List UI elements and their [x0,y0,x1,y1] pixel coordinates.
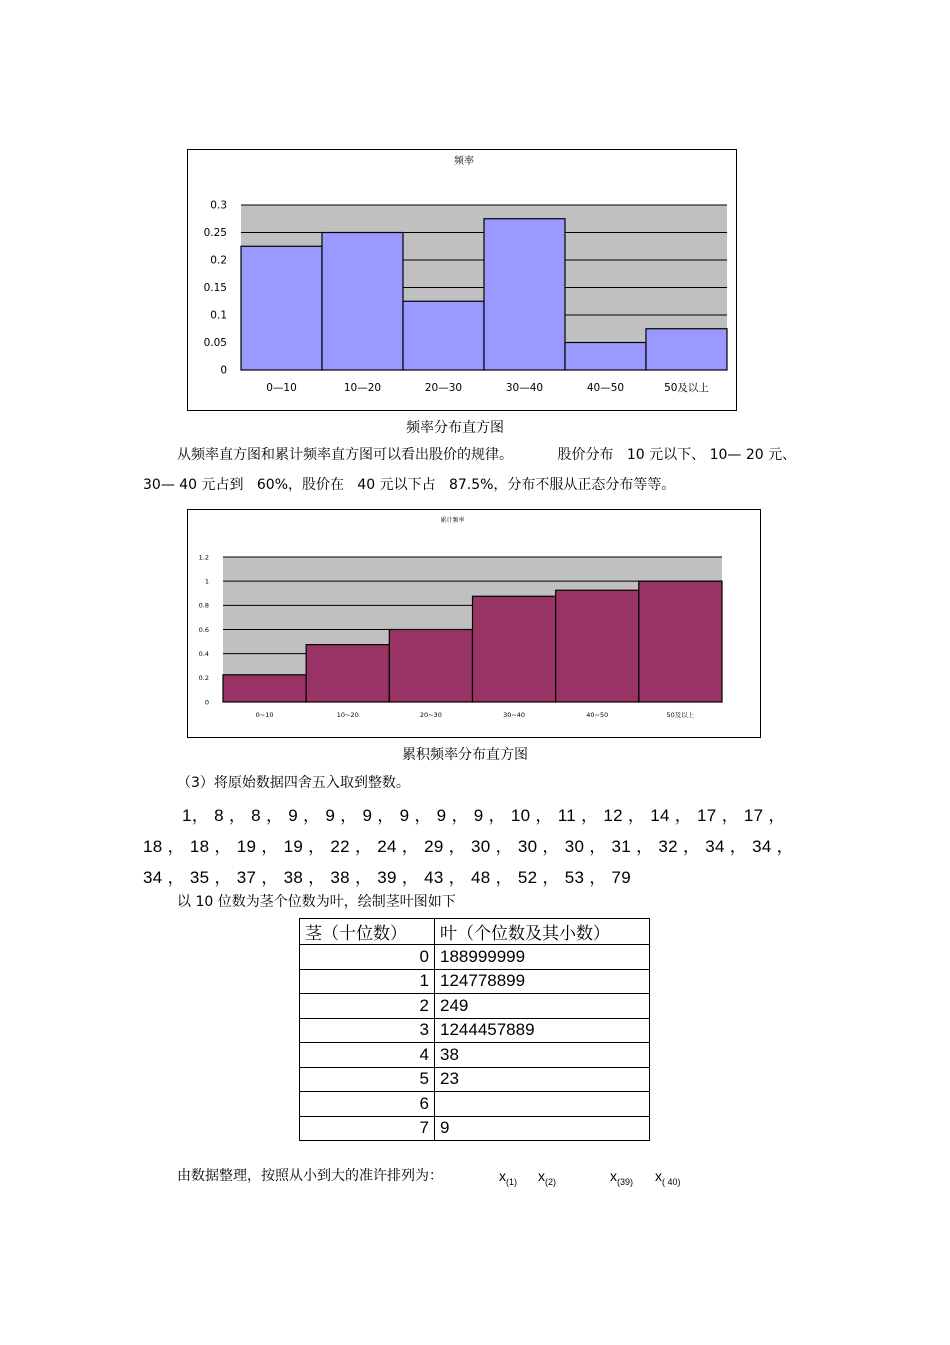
rounded-data-line-2: 18 ， 18 ， 19 ， 19 ， 22 ， 24 ， 29 ， 30 ， 30 ， 30 ， 31 ， 32 ， 34 ， 34 ， [143,837,794,856]
stem-cell: 1 [300,969,435,994]
y-tick-label: 0.8 [198,601,209,610]
stem-cell: 7 [300,1116,435,1141]
x-tick-label: 0—10 [266,382,297,394]
cumulative-frequency-histogram [187,509,761,738]
x-tick-label: 30—40 [505,382,544,394]
leaf-cell: 124778899 [435,969,650,994]
stem-column-header: 茎（十位数） [300,919,435,945]
x-tick-label: 50及以上 [666,711,695,719]
stem-cell: 5 [300,1067,435,1092]
y-tick-label: 0.1 [210,309,227,322]
table-row [300,1018,650,1043]
bar [639,581,722,702]
table-row [300,945,650,970]
cumulative-histogram-caption: 累积频率分布直方图 [402,747,528,763]
x-tick-label: 40—50 [586,382,625,394]
stem-cell: 4 [300,1043,435,1068]
leaf-cell: 9 [435,1116,650,1141]
table-row [300,1067,650,1092]
bar [306,645,389,702]
stem-cell: 3 [300,1018,435,1043]
rounding-instruction: （3）将原始数据四舍五入取到整数。 [177,775,410,791]
leaf-cell: 188999999 [435,945,650,970]
y-tick-label: 0.05 [203,337,227,350]
frequency-histogram [187,149,737,411]
y-tick-label: 0 [220,364,227,377]
frequency-histogram-caption: 频率分布直方图 [406,420,504,436]
ordering-sentence: 由数据整理，按照从小到大的准许排列为： [177,1168,443,1184]
leaf-cell: 249 [435,994,650,1019]
order-stat-x2 [538,1168,556,1187]
x-tick-label: 20~30 [419,711,442,719]
y-tick-label: 0.2 [198,674,209,683]
table-row [300,1043,650,1068]
analysis-paragraph-line-1: 从频率直方图和累计频率直方图可以看出股价的规律。 股价分布 10 元以下、 10— 20 元、 [177,447,797,463]
y-tick-label: 0 [204,698,209,707]
y-tick-label: 1 [204,577,209,586]
leaf-cell [435,1092,650,1117]
table-row [300,1092,650,1117]
table-row [300,969,650,994]
stem-cell: 2 [300,994,435,1019]
table-row [300,994,650,1019]
bar [389,630,472,703]
bar [241,246,322,370]
x-tick-label: 0~10 [255,711,274,719]
leaf-cell: 1244457889 [435,1018,650,1043]
x-tick-label: 40~50 [586,711,609,719]
order-stat-x40 [655,1168,681,1187]
bar [484,219,565,370]
y-tick-label: 1.2 [198,553,209,562]
leaf-cell: 23 [435,1067,650,1092]
x-tick-label: 30~40 [503,711,526,719]
bar [646,329,727,370]
x-tick-label: 10—20 [343,382,382,394]
order-stat-sub: (1) [506,1176,517,1187]
bar [403,301,484,370]
order-stat-base: x [655,1168,662,1184]
y-tick-label: 0.15 [203,282,227,295]
order-stat-sub: (39) [617,1176,634,1187]
bar [556,590,639,702]
cumulative-frequency-histogram-svg [188,510,760,737]
order-stat-x39 [610,1168,633,1187]
y-tick-label: 0.3 [210,199,227,212]
x-tick-label: 20—30 [424,382,463,394]
stem-cell: 6 [300,1092,435,1117]
rounded-data-line-3: 34 ， 35 ， 37 ， 38 ， 38 ， 39 ， 43 ， 48 ， 52 ， 53 ， 79 [143,868,632,887]
y-tick-label: 0.2 [210,254,227,267]
stem-cell: 0 [300,945,435,970]
order-stat-base: x [538,1168,545,1184]
chart-title: 频率 [454,156,474,167]
bar [565,343,646,371]
bar [223,675,306,702]
bar [473,596,556,702]
table-row [300,1116,650,1141]
x-tick-label: 50及以上 [664,382,709,394]
order-stat-sub: ( 40) [662,1176,681,1187]
chart-title: 累计频率 [440,517,465,524]
y-tick-label: 0.4 [198,649,209,658]
rounded-data-line-1: 1， 8 ， 8 ， 9 ， 9 ， 9 ， 9 ， 9 ， 9 ， 10 ， 11 ， 12 ， 14 ， 17 ， 17 ， [182,806,786,825]
stem-leaf-table [299,918,650,1141]
order-stat-x1 [499,1168,517,1187]
analysis-paragraph-line-2: 30— 40 元占到 60%，股价在 40 元以下占 87.5%，分布不服从正态分布等等。 [143,477,676,493]
bar [322,233,403,371]
y-tick-label: 0.25 [203,227,227,240]
stem-leaf-intro: 以 10 位数为茎个位数为叶，绘制茎叶图如下 [177,894,456,910]
order-stat-sub: (2) [545,1176,556,1187]
frequency-histogram-svg [188,150,736,410]
x-tick-label: 10~20 [336,711,359,719]
order-stat-base: x [610,1168,617,1184]
order-stat-base: x [499,1168,506,1184]
leaf-cell: 38 [435,1043,650,1068]
leaf-column-header: 叶（个位数及其小数） [435,919,650,945]
stem-leaf-header-row [300,919,650,945]
y-tick-label: 0.6 [198,625,209,634]
